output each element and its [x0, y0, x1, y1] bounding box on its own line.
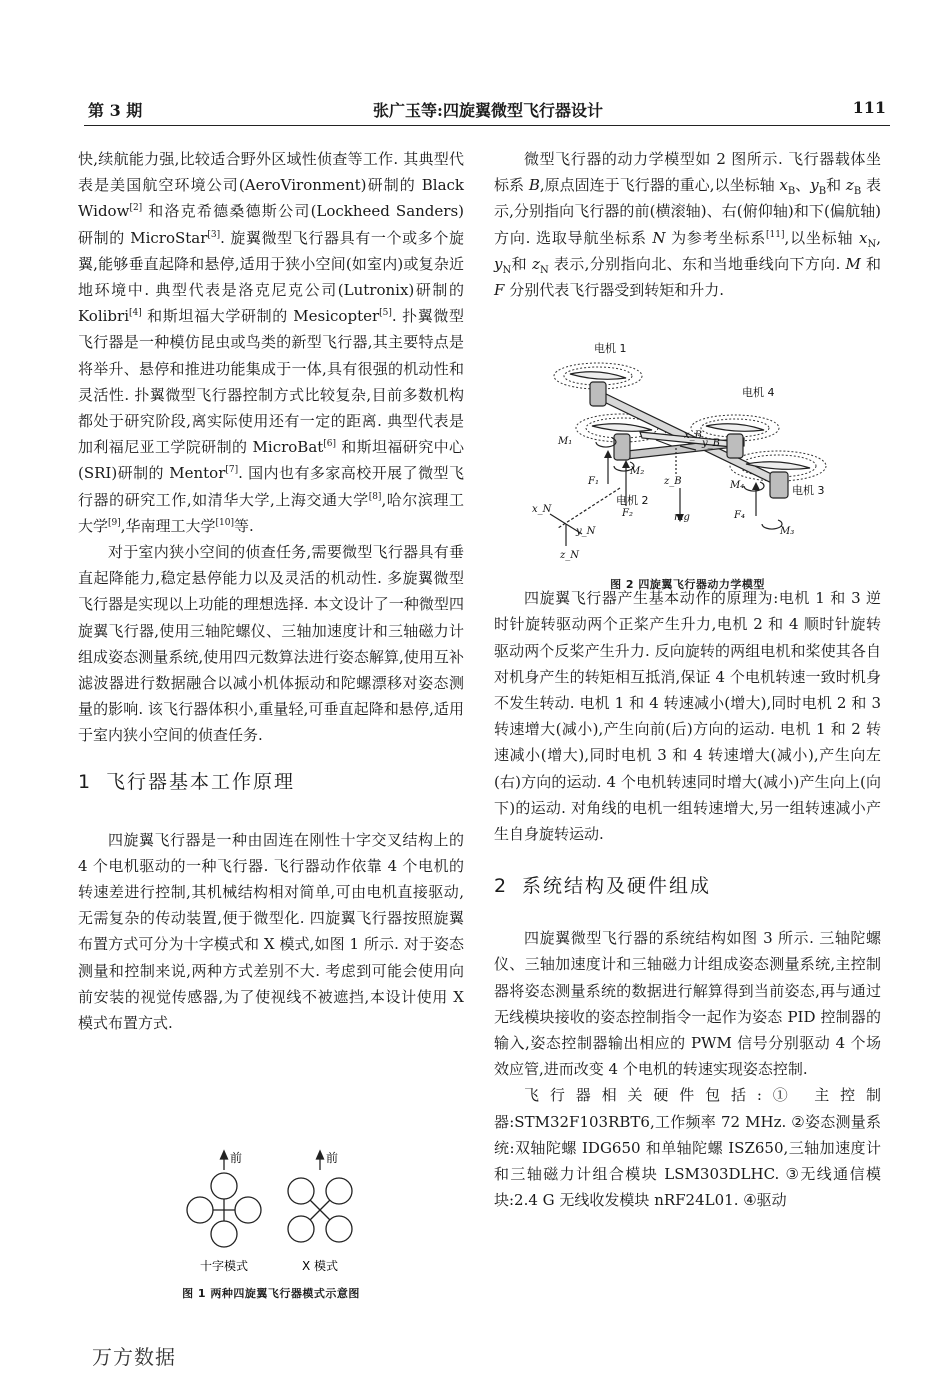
label-F4: F₄ — [734, 510, 745, 521]
label-xB: x_B — [684, 430, 702, 441]
section-heading-1: 1 飞行器基本工作原理 — [78, 770, 296, 793]
right-column — [494, 146, 881, 1213]
label-M4: M₄ — [730, 480, 745, 491]
running-header — [88, 98, 888, 124]
label-motor-4: 电机 4 — [742, 386, 775, 399]
paragraph-motivation: 对于室内狭小空间的侦查任务,需要微型飞行器具有垂直起降能力,稳定悬停能力以及灵活的机动性. 多旋翼微型飞行器是实现以上功能的理想选择. 本文设计了一种微型四旋翼飞行器,使用三轴陀螺仪、三轴加速度计和三轴磁力计组成姿态测量系统,使用四元数算法进行姿态解算,使用互补滤波器进行数据融合以减小机体振动和陀螺漂移对姿态测量的影响. 该飞行器体积小,重量轻,可垂直起降和悬停,适用于室内狭小空间的侦查任务. — [78, 543, 464, 745]
plus-mode-label: 十字模式 — [199, 1259, 249, 1273]
label-M2: M₂ — [630, 466, 645, 477]
label-M3: M₃ — [780, 526, 795, 537]
paragraph-continued: 快,续航能力强,比较适合野外区域性侦查等工作. 其典型代表是美国航空环境公司(AeroVironment)研制的 Black Widow[2] 和洛克希德桑德斯公司(Lockheed Sanders)研制的 MicroStar[3]. 旋翼微型飞行器具有一个或多个旋翼,能够垂直起降和悬停,适用于狭小空间(如室内)或复杂近地环境中. 典型代表是洛克尼克公司(Lutronix)研制的 Kolibri[4] 和斯坦福大学研制的 Mesicopter[5]. 扑翼微型飞行器是一种模仿昆虫或鸟类的新型飞行器,其主要特点是将举升、悬停和推进功能集成于一体,具有很强的机动性和灵活性. 扑翼微型飞行器控制方式比较复杂,目前多数机构都处于研究阶段,离实际使用还有一定的距离. 典型代表是加利福尼亚工学院研制的 MicroBat[6] 和斯坦福研究中心(SRI)研制的 Mentor[7]. 国内也有多家高校开展了微型飞行器的研究工作,如清华大学,上海交通大学[8],哈尔滨理工大学[9],华南理工大学[10]等. — [78, 150, 464, 535]
label-mg: mg — [674, 512, 690, 523]
header-rule — [84, 125, 890, 126]
front-label-x: 前 — [326, 1151, 339, 1165]
label-motor-1: 电机 1 — [594, 342, 627, 355]
label-motor-3: 电机 3 — [792, 484, 825, 497]
figure-1-diagram — [168, 1148, 408, 1283]
page-number: 111 — [852, 98, 886, 117]
running-title: 张广玉等:四旋翼微型飞行器设计 — [373, 101, 603, 120]
left-column — [78, 146, 464, 1036]
figure-1-caption: 图 1 两种四旋翼飞行器模式示意图 — [182, 1287, 360, 1300]
label-xN: x_N — [532, 504, 552, 515]
section-heading-2: 2 系统结构及硬件组成 — [494, 875, 712, 898]
paragraph-hardware-list: 飞行器相关硬件包括:① 主控制器:STM32F103RBT6,工作频率 72 MHz. ②姿态测量系统:双轴陀螺 IDG650 和单轴陀螺 ISZ650,三轴加速度计和三轴磁力计组合模块 LSM303DLHC. ③无线通信模块:2.4 G 无线收发模块 nRF24L01. ④驱动 — [494, 1086, 881, 1210]
label-zB: z_B — [664, 476, 682, 487]
issue-number: 第 3 期 — [88, 101, 143, 120]
paragraph-motion-principle: 四旋翼飞行器产生基本动作的原理为:电机 1 和 3 逆时针旋转驱动两个正桨产生升力,电机 2 和 4 顺时针旋转驱动两个反桨产生升力. 反向旋转的两组电机和桨使其各自对机身产生的转矩相互抵消,保证 4 个电机转速一致时机身不发生转动. 电机 1 和 4 转速减小(增大),同时电机 2 和 3 转速增大(减小),产生向前(后)方向的运动. 电机 1 和 2 转速减小(增大),同时电机 3 和 4 转速增大(减小),产生向左(右)方向的运动. 4 个电机转速同时增大(减小)产生向上(向下)的运动. 对角线的电机一组转速增大,另一组转速减小产生自身旋转运动. — [494, 589, 881, 844]
figure-2-caption: 图 2 四旋翼飞行器动力学模型 — [610, 578, 765, 591]
paragraph-system-structure: 四旋翼微型飞行器的系统结构如图 3 所示. 三轴陀螺仪、三轴加速度计和三轴磁力计组成姿态测量系统,主控制器将姿态测量系统的数据进行解算得到当前姿态,再与通过无线模块接收的姿态控制指令一起作为姿态 PID 控制器的输入,姿态控制器输出相应的 PWM 信号分别驱动 4 个场效应管,进而改变 4 个电机的转速实现姿态控制. — [494, 929, 881, 1079]
label-M1: M₁ — [558, 436, 573, 447]
x-mode-label: X 模式 — [301, 1259, 339, 1273]
label-motor-2: 电机 2 — [616, 494, 649, 507]
paragraph-dynamics-model: 微型飞行器的动力学模型如 2 图所示. 飞行器载体坐标系 B,原点固连于飞行器的重心,以坐标轴 $x_B$、$y_B$和 $z_B$ 表示,分别指向飞行器的前(横滚轴)、右(俯仰轴)和下(偏航轴)方向. 选取导航坐标系 N 为参考坐标系[11],以坐标轴 $x_N$, $y_N$和 $z_N$ 表示,分别指向北、东和当地垂线向下方向. M 和 F 分别代表飞行器受到转矩和升力. — [494, 150, 881, 300]
label-F1: F₁ — [588, 476, 599, 487]
figure-2-diagram — [530, 338, 850, 570]
front-label-plus: 前 — [230, 1151, 243, 1165]
paragraph-working-principle: 四旋翼飞行器是一种由固连在刚性十字交叉结构上的 4 个电机驱动的一种飞行器. 飞行器动作依靠 4 个电机的转速差进行控制,其机械结构相对简单,可由电机直接驱动,无需复杂的传动装置,便于微型化. 四旋翼飞行器按照旋翼布置方式可分为十字模式和 X 模式,如图 1 所示. 对于姿态测量和控制来说,两种方式差别不大. 考虑到可能会使用向前安装的视觉传感器,为了使视线不被遮挡,本设计使用 X 模式布置方式. — [78, 830, 464, 1033]
watermark-text: 万方数据 — [92, 1345, 176, 1369]
label-yB: y_B — [702, 438, 720, 449]
label-yN: y_N — [576, 526, 596, 537]
label-zN: z_N — [560, 550, 580, 561]
label-F2: F₂ — [622, 508, 633, 519]
